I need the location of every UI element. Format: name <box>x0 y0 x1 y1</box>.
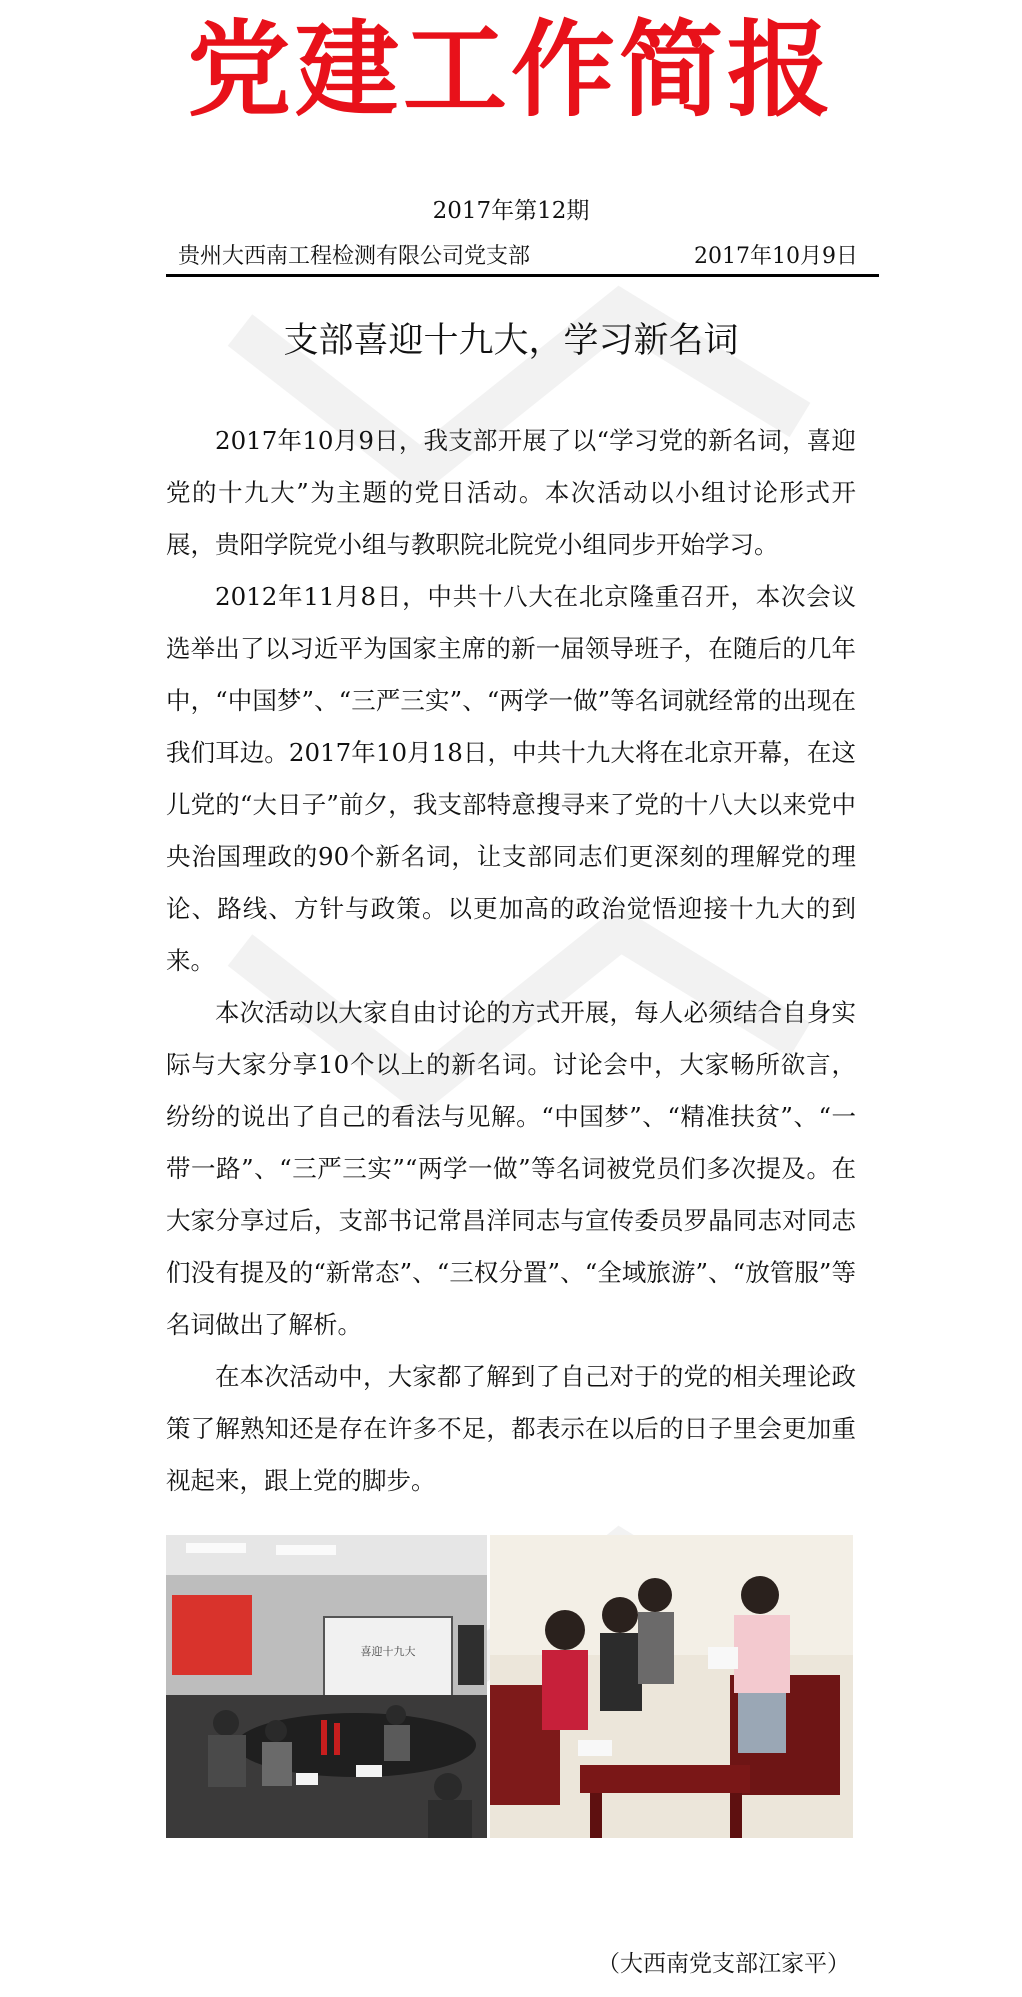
meeting-room-photo <box>166 1535 487 1838</box>
publisher-organization: 贵州大西南工程检测有限公司党支部 <box>178 244 531 269</box>
article-paragraph: 在本次活动中，大家都了解到了自己对于的党的相关理论政策了解熟知还是存在许多不足，都表示在以后的日子里会更加重视起来，跟上党的脚步。 <box>166 1362 856 1495</box>
article-paragraph: 2012年11月8日，中共十八大在北京隆重召开，本次会议选举出了以习近平为国家主席的新一届领导班子，在随后的几年中，“中国梦”、“三严三实”、“两学一做”等名词就经常的出现在我们耳边。2017年10月18日，中共十九大将在北京开幕，在这儿党的“大日子”前夕，我支部特意搜寻来了党的十八大以来党中央治国理政的90个新名词，让支部同志们更深刻的理解党的理论、路线、方针与政策。以更加高的政治觉悟迎接十九大的到来。 <box>166 582 856 975</box>
article-headline: 支部喜迎十九大，学习新名词 <box>283 321 739 361</box>
issue-number: 2017年第12期 <box>432 198 590 224</box>
header-divider <box>166 274 879 277</box>
publish-date: 2017年10月9日 <box>694 244 858 269</box>
projector-screen-text: 喜迎十九大 <box>360 1645 416 1658</box>
article-paragraph: 2017年10月9日，我支部开展了以“学习党的新名词，喜迎党的十九大”为主题的党日活动。本次活动以小组讨论形式开展，贵阳学院党小组与教职院北院党小组同步开始学习。 <box>166 426 856 559</box>
article-body <box>166 415 856 1507</box>
discussion-group-photo <box>490 1535 853 1838</box>
article-paragraph: 本次活动以大家自由讨论的方式开展，每人必须结合自身实际与大家分享10个以上的新名词。讨论会中，大家畅所欲言，纷纷的说出了自己的看法与见解。“中国梦”、“精准扶贫”、“一带一路”、“三严三实”“两学一做”等名词被党员们多次提及。在大家分享过后，支部书记常昌洋同志与宣传委员罗晶同志对同志们没有提及的“新常态”、“三权分置”、“全域旅游”、“放管服”等名词做出了解析。 <box>166 998 856 1339</box>
masthead-title: 党建工作简报 <box>186 8 835 131</box>
author-signature: （大西南党支部江家平） <box>597 1951 850 1977</box>
photo-strip <box>166 1535 853 1838</box>
